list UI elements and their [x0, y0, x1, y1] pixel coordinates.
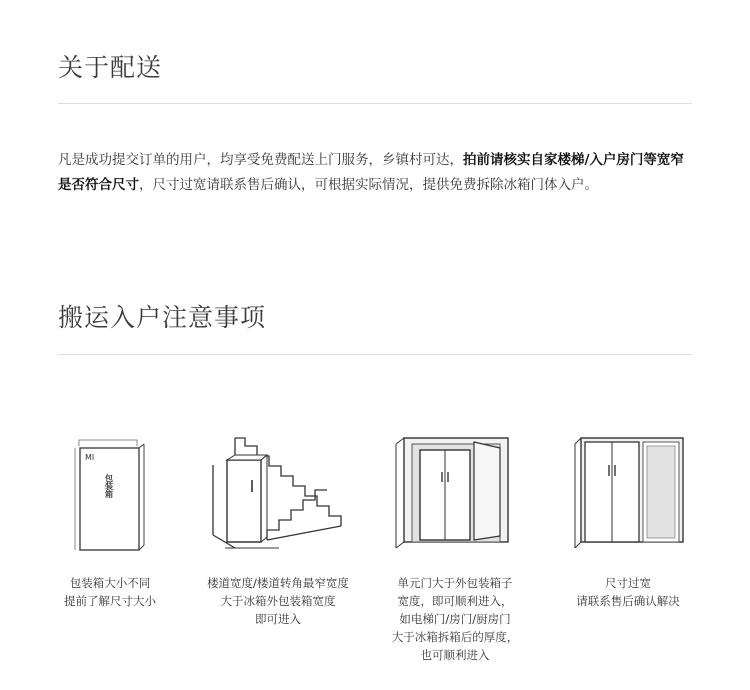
staircase-fridge-icon	[205, 430, 355, 555]
box-label: 包装箱	[104, 474, 114, 498]
divider	[58, 354, 692, 355]
moving-caption-2: 楼道宽度/楼道转角最窄宽度 大于冰箱外包装箱宽度 即可进入	[207, 576, 349, 626]
delivery-description: 凡是成功提交订单的用户，均享受免费配送上门服务，乡镇村可达，拍前请核实自家楼梯/入户房门等宽窄是否符合尺寸，尺寸过宽请联系售后确认，可根据实际情况，提供免费拆除冰箱门体入户。	[58, 152, 684, 193]
moving-caption-4: 尺寸过宽 请联系售后确认解决	[576, 576, 680, 608]
moving-title: 搬运入户注意事项	[58, 303, 267, 332]
fridge-door-open-icon	[392, 430, 522, 555]
divider	[58, 103, 692, 104]
moving-item-3	[370, 430, 540, 670]
moving-item-4	[543, 430, 713, 670]
moving-item-2	[193, 430, 363, 670]
delivery-warning: 拍前请核实自家楼梯/入户房门等宽窄是否符合尺寸	[58, 152, 684, 193]
moving-caption-3: 单元门大于外包装箱子 宽度，即可顺利进入， 如电梯门/房门/厨房门 大于冰箱拆箱后的厚度， 也可顺利进入	[391, 576, 519, 662]
moving-item-1	[25, 430, 195, 670]
fridge-door-removed-icon	[571, 430, 691, 555]
delivery-title: 关于配送	[58, 53, 163, 82]
box-logo: MI	[85, 453, 95, 462]
packaging-box-icon	[65, 430, 155, 565]
moving-caption-1: 包装箱大小不同 提前了解尺寸大小	[64, 576, 156, 608]
